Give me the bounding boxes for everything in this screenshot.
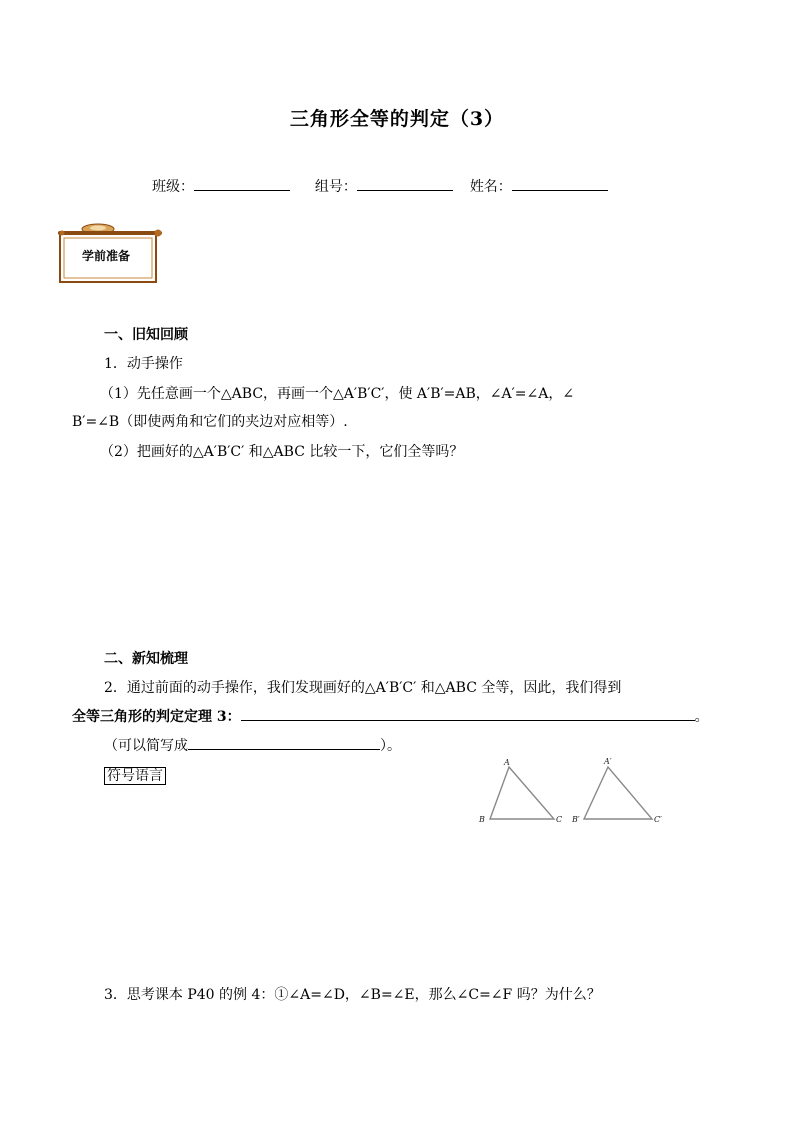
abbreviation-blank[interactable]	[188, 735, 380, 750]
name-blank[interactable]	[512, 176, 608, 191]
vertex-b-label: B	[479, 815, 485, 824]
class-label: 班级：	[152, 179, 194, 195]
vertex-b-prime-label: B′	[572, 815, 580, 824]
section-badge	[58, 220, 162, 284]
step1-line2: B′=∠B（即使两角和它们的夹边对应相等）.	[72, 414, 348, 430]
abbreviation-close: ）。	[380, 738, 401, 754]
triangle-a-prime-b-prime-c-prime	[584, 767, 652, 819]
triangles-svg	[468, 755, 688, 830]
step1-line1: （1）先任意画一个△ABC，再画一个△A′B′C′，使 A′B′=AB，∠A′=∠A，∠	[100, 386, 575, 402]
item2-line1: 2．通过前面的动手操作，我们发现画好的△A′B′C′ 和△ABC 全等，因此，我们得到	[104, 680, 622, 696]
theorem-blank[interactable]	[241, 706, 695, 721]
name-label: 姓名：	[469, 179, 512, 195]
item1-text: 1．动手操作	[104, 356, 183, 372]
step2-text: （2）把画好的△A′B′C′ 和△ABC 比较一下，它们全等吗？	[100, 444, 464, 460]
group-blank[interactable]	[357, 176, 453, 191]
class-blank[interactable]	[194, 176, 290, 191]
section2-heading: 二、新知梳理	[104, 651, 188, 667]
page-title: 三角形全等的判定（3）	[289, 108, 505, 130]
item3-text: 3．思考课本 P40 的例 4：①∠A=∠D，∠B=∠E，那么∠C=∠F 吗？为什么？	[104, 987, 601, 1003]
section1-heading: 一、旧知回顾	[104, 327, 188, 343]
abbreviation-open: （可以简写成	[104, 738, 188, 754]
theorem-line	[72, 706, 709, 726]
vertex-c-prime-label: C′	[654, 815, 662, 824]
vertex-a-prime-label: A′	[604, 757, 612, 766]
theorem-end: 。	[694, 709, 709, 725]
triangle-abc	[490, 767, 554, 819]
student-info-line	[152, 176, 608, 196]
symbol-language-box	[104, 765, 166, 785]
group-label: 组号：	[314, 179, 357, 195]
vertex-c-label: C	[556, 815, 563, 824]
symbol-language-label: 符号语言	[104, 767, 166, 785]
abbreviation-line	[104, 735, 401, 755]
badge-label: 学前准备	[82, 249, 131, 263]
vertex-a-label: A	[504, 758, 510, 767]
triangles-figure	[468, 755, 688, 830]
theorem-label: 全等三角形的判定定理 3：	[72, 709, 241, 725]
